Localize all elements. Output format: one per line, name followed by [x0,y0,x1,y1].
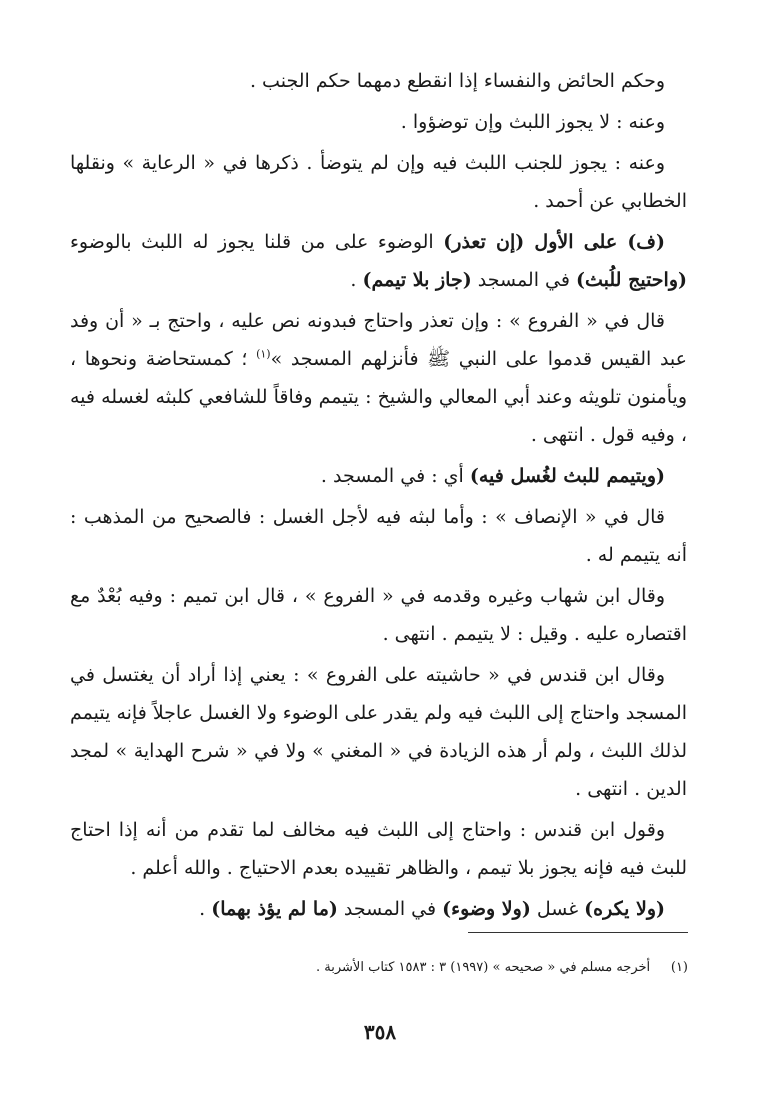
sharh-text: . [350,269,363,291]
sharh-text: الوضوء على من قلنا يجوز له اللبث بالوضوء [70,231,444,253]
page-number: ٣٥٨ [363,1020,397,1044]
sharh-text: أي : في المسجد . [320,465,470,487]
footnote-reference: (١) [256,347,271,361]
sharh-text: وعنه : يجوز للجنب اللبث فيه وإن لم يتوضأ . ذكرها في « الرعاية » ونقلها الخطابي عن أحمد . [70,152,687,212]
sharh-text: وقال ابن شهاب وغيره وقدمه في « الفروع » ، قال ابن تميم : وفيه بُعْدٌ مع اقتصاره عليه . وقيل : لا يتيمم . انتهى . [70,585,687,645]
footnote [71,958,688,978]
paragraph [70,223,687,299]
footnote-marker: (١) [670,960,688,975]
paragraph [70,577,687,653]
sharh-text: . [199,898,212,920]
sharh-text: في المسجد [337,898,443,920]
sharh-text: ؛ كمستحاضة ونحوها ، ويأمنون تلويثه وعند أبي المعالي والشيخ : يتيمم وفاقاً للشافعي كلبثه لغسله فيه ، وفيه قول . انتهى . [70,348,687,446]
sharh-text: وقول ابن قندس : واحتاج إلى اللبث فيه مخالف لما تقدم من أنه إذا احتاج للبث فيه فإنه يجوز بلا تيمم ، والظاهر تقييده بعدم الاحتياج . والله أعلم . [70,819,687,879]
paragraph [70,62,687,100]
sharh-text: قال في « الإنصاف » : وأما لبثه فيه لأجل الغسل : فالصحيح من المذهب : أنه يتيمم له . [70,506,687,566]
matn-text: (ما لم يؤذ بهما) [211,898,338,920]
paragraph [70,103,687,141]
sharh-text: وعنه : لا يجوز اللبث وإن توضؤوا . [400,111,665,133]
matn-text: (واحتيج للُبث) [576,269,687,291]
sharh-text: وحكم الحائض والنفساء إذا انقطع دمهما حكم الجنب . [249,70,665,92]
matn-text: (ويتيمم للبث لغُسل فيه) [469,465,665,487]
paragraph [70,890,687,928]
paragraph [70,457,687,495]
matn-text: (ولا يكره) [584,898,665,920]
sharh-text: غسل [530,898,585,920]
paragraph [70,302,687,454]
sharh-text: في المسجد [471,269,576,291]
paragraph [70,144,687,220]
paragraph [70,656,687,808]
paragraph [70,498,687,574]
matn-text: (ولا وضوء) [442,898,531,920]
sharh-text: وقال ابن قندس في « حاشيته على الفروع » : يعني إذا أراد أن يغتسل في المسجد واحتاج إلى اللبث فيه ولم يقدر على الوضوء ولا الغسل عاجلاً فإنه يتيمم لذلك اللبث ، ولم أر هذه الزيادة في « المغني » ولا في « شرح الهداية » لمجد الدين . انتهى . [70,664,687,800]
footnote-text: أخرجه مسلم في « صحيحه » (١٩٩٧) ٣ : ١٥٨٣ كتاب الأشربة . [316,960,651,975]
paragraph [70,811,687,887]
sharh-text: قال في « الفروع » : وإن تعذر واحتاج فبدونه نص عليه ، واحتج بـ « أن وفد عبد القيس قدموا على النبي ﷺ فأنزلهم المسجد » [70,310,687,370]
matn-text: (جاز بلا تيمم) [362,269,472,291]
matn-text: (ف) على الأول (إن تعذر) [443,231,665,253]
main-text [70,62,687,931]
footnote-divider [468,932,688,933]
